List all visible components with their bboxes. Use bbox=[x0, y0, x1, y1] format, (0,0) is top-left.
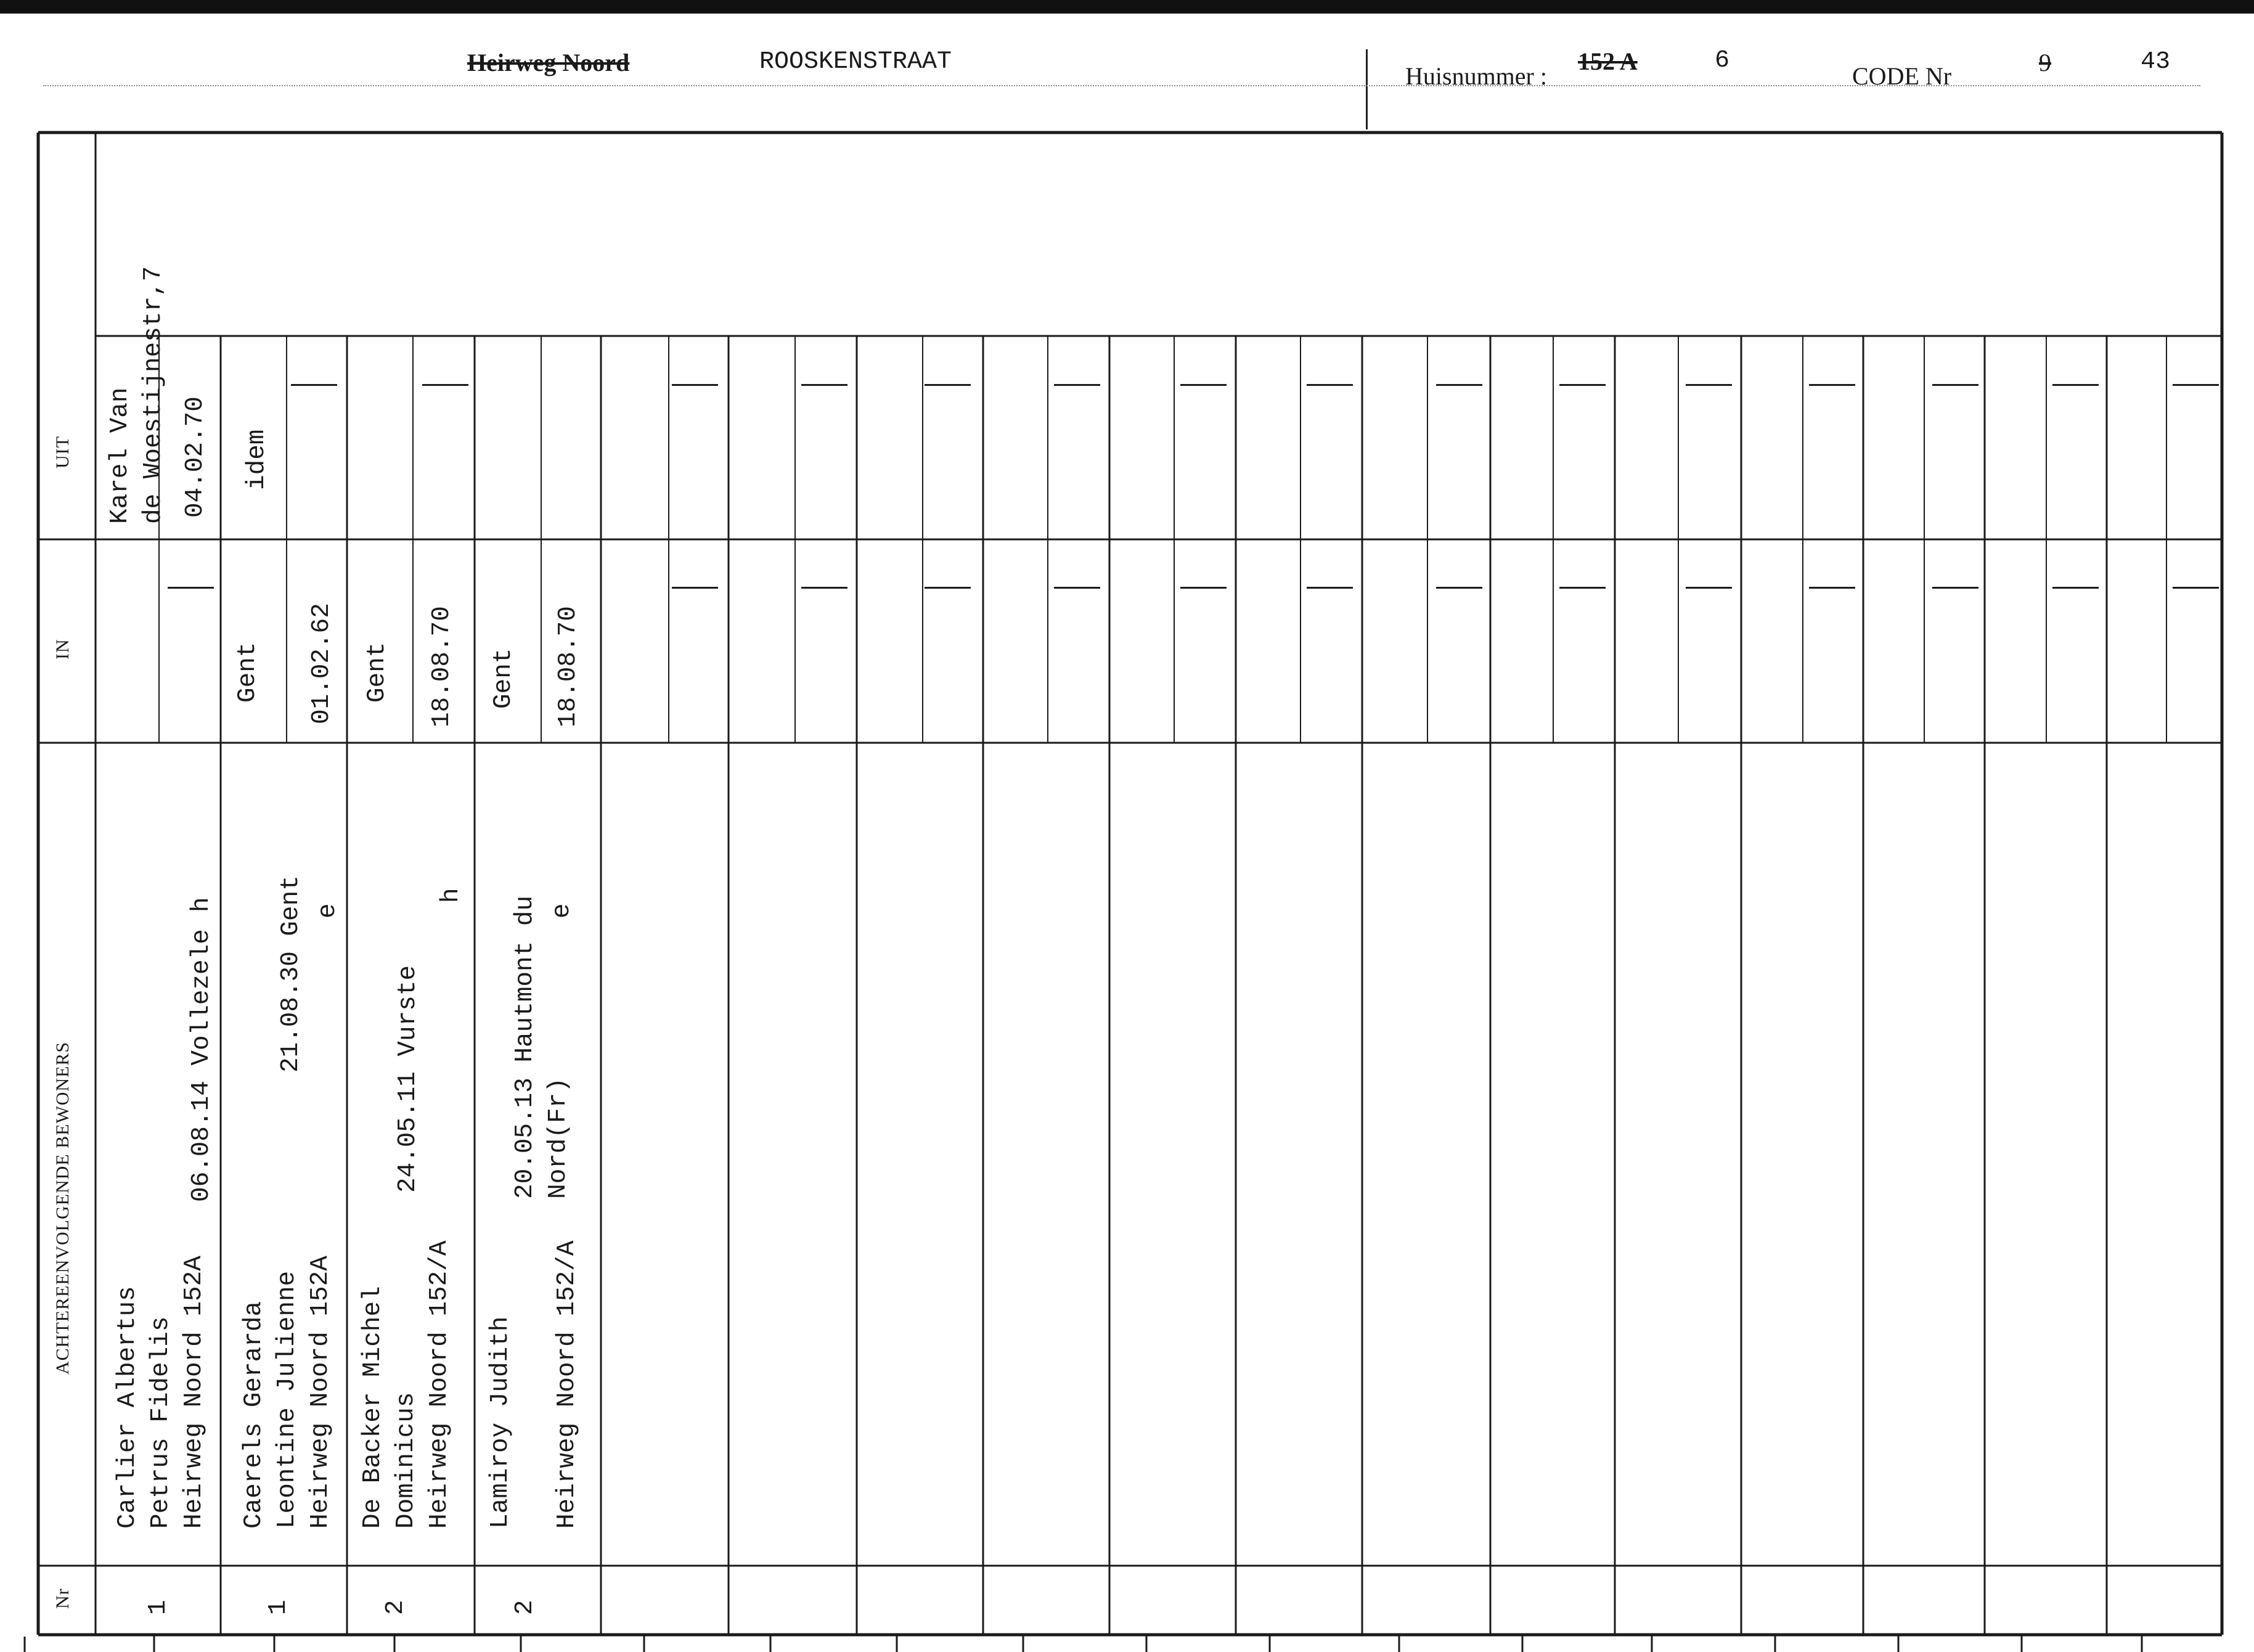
uit-empty-dash-10 bbox=[1559, 384, 1606, 386]
uit-date-1: 04.02.70 bbox=[181, 396, 210, 518]
in-empty-dash-12 bbox=[1932, 587, 1978, 589]
street-old: Heirweg Noord bbox=[467, 49, 630, 76]
uit-empty-dash-14 bbox=[2052, 384, 2099, 386]
uit-empty-dash-7 bbox=[1180, 384, 1227, 386]
in-date-3: 18.08.70 bbox=[428, 606, 456, 727]
resident-nr-2: 1 bbox=[264, 1600, 293, 1615]
huisnummer-old: 152 A bbox=[1578, 47, 1638, 75]
uit-empty-dash-3 bbox=[672, 384, 718, 386]
resident-sex-2: e bbox=[314, 903, 342, 918]
uit-empty-dash-5 bbox=[925, 384, 971, 386]
resident-name-3: De Backer Michel Dominicus Heirweg Noord 152/A bbox=[359, 1240, 454, 1529]
resident-name-2: Caerels Gerarda Leontine Julienne Heirweg Noord 152A bbox=[240, 1256, 335, 1529]
uit-empty-dash-11 bbox=[1686, 384, 1732, 386]
resident-sex-1: h bbox=[187, 897, 216, 912]
resident-name-1: Carlier Albertus Petrus Fidelis Heirweg Noord 152A bbox=[113, 1256, 208, 1529]
in-empty-dash-10 bbox=[1686, 587, 1732, 589]
column-label-nr: Nr bbox=[52, 1588, 73, 1609]
uit-empty-dash-13 bbox=[1932, 384, 1978, 386]
resident-name-4: Lamiroy Judith Heirweg Noord 152/A bbox=[486, 1240, 581, 1529]
huisnummer-new: 6 bbox=[1715, 47, 1730, 75]
uit-empty-dash-4 bbox=[801, 384, 847, 386]
uit-empty-dash-9 bbox=[1436, 384, 1482, 386]
uit-empty-dash-1 bbox=[291, 384, 337, 386]
bottom-ticks bbox=[25, 1635, 2142, 1652]
in-date-4: 18.08.70 bbox=[554, 606, 582, 727]
in-empty-dash-11 bbox=[1809, 587, 1855, 589]
resident-sex-3: h bbox=[437, 888, 465, 903]
uit-empty-dash-6 bbox=[1054, 384, 1100, 386]
in-date-2: 01.02.62 bbox=[308, 603, 336, 724]
in-empty-dash-5 bbox=[1054, 587, 1100, 589]
in-empty-dash-9 bbox=[1559, 587, 1606, 589]
in-empty-dash-4 bbox=[925, 587, 971, 589]
resident-birth-2: 21.08.30 Gent bbox=[277, 875, 305, 1073]
in-empty-dash-14 bbox=[2173, 587, 2219, 589]
uit-empty-dash-15 bbox=[2173, 384, 2219, 386]
resident-sex-4: e bbox=[548, 903, 576, 918]
uit-place-2: idem bbox=[243, 429, 271, 490]
uit-empty-dash-2 bbox=[422, 384, 468, 386]
in-empty-dash-2 bbox=[672, 587, 718, 589]
street-new: ROOSKENSTRAAT bbox=[759, 48, 952, 76]
column-label-bewoners: ACHTEREENVOLGENDE BEWONERS bbox=[52, 1041, 73, 1375]
code-old: 9 bbox=[2039, 49, 2051, 76]
in-empty-dash-8 bbox=[1436, 587, 1482, 589]
resident-nr-1: 1 bbox=[144, 1600, 173, 1615]
huisnummer-label: Huisnummer : bbox=[1405, 62, 1547, 90]
column-label-in: IN bbox=[52, 639, 73, 660]
uit-empty-dash-8 bbox=[1307, 384, 1353, 386]
in-empty-dash-13 bbox=[2052, 587, 2099, 589]
in-empty-dash-1 bbox=[168, 587, 214, 589]
in-empty-dash-3 bbox=[801, 587, 847, 589]
in-place-3: Gent bbox=[363, 642, 391, 703]
code-label: CODE Nr bbox=[1852, 62, 1952, 90]
in-empty-dash-6 bbox=[1180, 587, 1227, 589]
resident-birth-3: 24.05.11 Vurste bbox=[394, 965, 422, 1193]
uit-empty-dash-12 bbox=[1809, 384, 1855, 386]
uit-place-1: Karel Van de Woestijnestr,7 bbox=[106, 266, 168, 524]
resident-birth-4: 20.05.13 Hautmont du Nord(Fr) bbox=[511, 895, 573, 1199]
in-empty-dash-7 bbox=[1307, 587, 1353, 589]
column-label-uit: UIT bbox=[52, 436, 73, 468]
code-new: 43 bbox=[2141, 48, 2171, 76]
resident-nr-4: 2 bbox=[511, 1600, 539, 1615]
in-place-4: Gent bbox=[489, 648, 518, 709]
resident-birth-1: 06.08.14 Vollezele bbox=[187, 929, 216, 1202]
in-place-2: Gent bbox=[234, 642, 262, 703]
resident-nr-3: 2 bbox=[382, 1600, 410, 1615]
